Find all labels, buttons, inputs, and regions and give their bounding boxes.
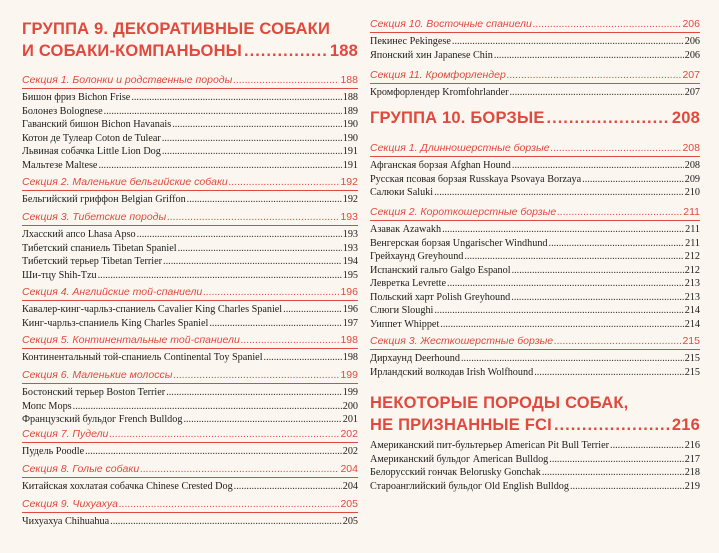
- entry-page: 216: [684, 440, 700, 451]
- section-page: 202: [340, 428, 358, 440]
- entry-page: 211: [685, 237, 700, 249]
- dot-leader: [264, 351, 342, 364]
- toc-entry: [22, 145, 358, 158]
- toc-entry: [370, 480, 700, 493]
- section-title: Секция 7. Пудели: [22, 428, 109, 440]
- entry-title: Пекинес Pekingese: [370, 36, 451, 47]
- section-page: 211: [683, 206, 700, 218]
- entry-page: 215: [684, 366, 700, 378]
- entry-title: Бельгийский гриффон Belgian Griffon: [22, 194, 186, 205]
- entry-title: Болонез Bolognese: [22, 105, 103, 117]
- entry-page: 213: [684, 291, 700, 303]
- dot-leader: [434, 304, 683, 317]
- section-page: 206: [682, 18, 700, 30]
- group-unrecognized-heading: [370, 392, 700, 436]
- section-heading: [370, 17, 700, 33]
- toc-entry: [370, 223, 700, 236]
- section-page: 188: [340, 74, 358, 86]
- entry-title: Левретка Levrette: [370, 278, 447, 289]
- toc-entry: [22, 445, 358, 458]
- entry-title: Азавак Azawakh: [370, 224, 442, 235]
- dot-leader: [494, 49, 684, 62]
- toc-entry: [22, 413, 358, 426]
- toc-entry: [370, 291, 700, 304]
- toc-entry: [22, 317, 358, 330]
- entry-title: Бишон фриз Bichon Frise: [22, 92, 131, 103]
- entry-page: 197: [342, 317, 358, 329]
- entry-title: Грейхаунд Greyhound: [370, 251, 464, 262]
- dot-leader: [542, 466, 684, 479]
- toc-entry: [370, 318, 700, 331]
- group-9-page: 188: [329, 42, 358, 60]
- entry-page: 188: [342, 92, 358, 103]
- section-title: Секция 11. Кромфорлендер: [370, 69, 506, 81]
- toc-entry: [22, 386, 358, 399]
- entry-page: 194: [342, 256, 358, 267]
- section-heading: [370, 141, 700, 157]
- dot-leader: [85, 445, 342, 458]
- dot-leader: [183, 413, 341, 426]
- entry-title: Чихуахуа Chihuahua: [22, 516, 110, 527]
- entry-title: Салюки Saluki: [370, 187, 434, 198]
- entry-page: 210: [684, 187, 700, 198]
- dot-leader: [73, 400, 342, 413]
- entry-title: Японский хин Japanese Chin: [370, 49, 493, 61]
- toc-entry: [370, 264, 700, 277]
- toc-entry: [370, 186, 700, 199]
- section-heading: [22, 175, 358, 191]
- dot-leader: [167, 210, 339, 224]
- entry-title: Слюги Sloughi: [370, 305, 434, 316]
- entry-title: Кромфорлендер Kromfohrlander: [370, 87, 509, 98]
- toc-entry: [370, 366, 700, 379]
- entry-title: Французский бульдог French Bulldog: [22, 414, 183, 425]
- dot-leader: [551, 141, 682, 155]
- entry-title: Кинг-чарльз-спаниель King Charles Spaniel: [22, 317, 209, 329]
- entry-page: 193: [342, 242, 358, 254]
- dot-leader: [98, 159, 341, 172]
- dot-leader: [173, 368, 339, 382]
- section-title: Секция 9. Чихуахуа: [22, 498, 119, 510]
- entry-title: Тибетский спаниель Tibetan Spaniel: [22, 242, 177, 254]
- dot-leader: [510, 86, 684, 99]
- toc-entry: [370, 237, 700, 250]
- toc-entry: [370, 159, 700, 172]
- dot-leader: [187, 193, 342, 206]
- dot-leader: [452, 35, 684, 48]
- section-heading: [22, 285, 358, 301]
- group-unrecognized-title-line2: НЕ ПРИЗНАННЫЕ FCI: [370, 416, 552, 434]
- toc-entry: [22, 255, 358, 268]
- group-9-title-line2-row: [22, 40, 358, 62]
- dot-leader: [229, 175, 340, 189]
- dot-leader: [440, 318, 683, 331]
- entry-title: Мальтезе Maltese: [22, 159, 98, 171]
- entry-page: 193: [342, 229, 358, 240]
- section-heading: [22, 333, 358, 349]
- entry-page: 209: [684, 173, 700, 185]
- entry-page: 192: [342, 194, 358, 205]
- dot-leader: [557, 205, 682, 219]
- entry-title: Тибетский терьер Tibetan Terrier: [22, 256, 163, 267]
- section-heading: [22, 427, 358, 443]
- entry-page: 217: [684, 453, 700, 465]
- section-page: 199: [340, 369, 358, 381]
- entry-title: Уиппет Whippet: [370, 318, 440, 330]
- section-title: Секция 8. Голые собаки: [22, 463, 140, 475]
- entry-page: 208: [684, 160, 700, 171]
- entry-page: 212: [684, 251, 700, 262]
- entry-title: Американский бульдог American Bulldog: [370, 453, 549, 465]
- dot-leader: [512, 159, 684, 172]
- section-page: 204: [340, 463, 358, 475]
- dot-leader: [554, 334, 681, 348]
- dot-leader: [464, 250, 683, 263]
- dot-leader: [241, 333, 340, 347]
- dot-leader: [507, 68, 682, 82]
- dot-leader: [610, 439, 684, 452]
- toc-entry: [370, 173, 700, 186]
- entry-title: Котон де Тулеар Coton de Tulear: [22, 132, 161, 144]
- entry-page: 215: [684, 353, 700, 364]
- toc-entry: [370, 304, 700, 317]
- entry-page: 207: [684, 87, 700, 98]
- section-title: Секция 3. Тибетские породы: [22, 211, 167, 223]
- section-page: 207: [682, 69, 700, 81]
- toc-entry: [370, 49, 700, 62]
- dot-leader: [119, 497, 339, 511]
- section-heading: [22, 368, 358, 384]
- dot-leader: [178, 242, 342, 255]
- entry-title: Русская псовая борзая Russkaya Psovaya Borzaya: [370, 173, 582, 185]
- toc-entry: [22, 91, 358, 104]
- dot-leader: [554, 414, 670, 436]
- dot-leader: [209, 317, 341, 330]
- section-title: Секция 4. Английские той-спаниели: [22, 286, 203, 298]
- dot-leader: [549, 453, 683, 466]
- toc-entry: [22, 400, 358, 413]
- entry-title: Ши-тцу Shih-Tzu: [22, 269, 97, 281]
- toc-entry: [370, 466, 700, 479]
- toc-entry: [370, 35, 700, 48]
- dot-leader: [162, 132, 342, 145]
- section-heading: [370, 334, 700, 350]
- entry-title: Гаванский бишон Bichon Havanais: [22, 119, 172, 130]
- entry-title: Афганская борзая Afghan Hound: [370, 160, 511, 171]
- entry-page: 201: [342, 414, 358, 425]
- section-heading: [22, 210, 358, 226]
- entry-title: Белорусский гончак Belorusky Gonchak: [370, 467, 541, 478]
- toc-entry: [22, 269, 358, 282]
- toc-entry: [22, 132, 358, 145]
- section-title: Секция 3. Жесткошерстные борзые: [370, 335, 554, 347]
- section-title: Секция 5. Континентальные той-спаниели: [22, 334, 240, 346]
- section-title: Секция 6. Маленькие молоссы: [22, 369, 173, 381]
- entry-title: Дирхаунд Deerhound: [370, 353, 460, 364]
- group-10-heading: [370, 107, 700, 129]
- section-page: 196: [340, 286, 358, 298]
- entry-page: 199: [342, 387, 358, 398]
- entry-page: 198: [342, 352, 358, 363]
- toc-entry: [22, 303, 358, 316]
- dot-leader: [203, 285, 339, 299]
- entry-page: 204: [342, 481, 358, 492]
- dot-leader: [447, 277, 684, 290]
- section-title: Секция 1. Болонки и родственные породы: [22, 74, 233, 86]
- dot-leader: [162, 145, 342, 158]
- entry-page: 205: [342, 516, 358, 527]
- dot-leader: [233, 73, 339, 87]
- dot-leader: [512, 264, 684, 277]
- dot-leader: [172, 118, 342, 131]
- entry-page: 212: [684, 264, 700, 276]
- entry-title: Американский пит-бультерьер American Pit Bull Terrier: [370, 440, 610, 451]
- entry-page: 190: [342, 119, 358, 130]
- entry-title: Староанглийский бульдог Old English Bulldog: [370, 480, 569, 492]
- section-heading: [370, 68, 700, 84]
- group-9-title-line1: ГРУППА 9. ДЕКОРАТИВНЫЕ СОБАКИ: [22, 20, 331, 38]
- entry-title: Испанский гальго Galgo Espanol: [370, 264, 511, 276]
- entry-title: Пудель Poodle: [22, 446, 85, 457]
- dot-leader: [137, 228, 342, 241]
- toc-entry: [22, 480, 358, 493]
- dot-leader: [109, 427, 339, 441]
- group-9-heading: [22, 18, 358, 62]
- section-page: 215: [682, 335, 700, 347]
- dot-leader: [166, 386, 342, 399]
- entry-page: 214: [684, 305, 700, 316]
- section-page: 198: [340, 334, 358, 346]
- entry-page: 195: [342, 269, 358, 281]
- entry-page: 196: [342, 304, 358, 315]
- entry-title: Бостонский терьер Boston Terrier: [22, 387, 166, 398]
- dot-leader: [110, 515, 342, 528]
- section-title: Секция 2. Короткошерстные борзые: [370, 206, 557, 218]
- group-unrecognized-title-line2-row: [370, 414, 700, 436]
- entry-page: 211: [685, 224, 700, 235]
- group-unrecognized-page: 216: [671, 416, 700, 434]
- entry-page: 206: [684, 49, 700, 61]
- dot-leader: [547, 107, 670, 129]
- entry-page: 214: [684, 318, 700, 330]
- entry-page: 206: [684, 36, 700, 47]
- section-page: 205: [340, 498, 358, 510]
- toc-entry: [22, 118, 358, 131]
- dot-leader: [283, 303, 342, 316]
- section-title: Секция 2. Маленькие бельгийские собаки: [22, 176, 228, 188]
- entry-page: 200: [342, 400, 358, 412]
- section-page: 192: [340, 176, 358, 188]
- toc-entry: [22, 228, 358, 241]
- section-title: Секция 1. Длинношерстные борзые: [370, 142, 550, 154]
- section-heading: [370, 205, 700, 221]
- toc-entry: [370, 352, 700, 365]
- section-heading: [22, 462, 358, 478]
- entry-title: Кавалер-кинг-чарльз-спаниель Cavalier King Charles Spaniel: [22, 304, 283, 315]
- dot-leader: [442, 223, 684, 236]
- section-heading: [22, 73, 358, 89]
- section-title: Секция 10. Восточные спаниели: [370, 18, 532, 30]
- entry-page: 189: [342, 105, 358, 117]
- toc-entry: [370, 439, 700, 452]
- toc-entry: [22, 242, 358, 255]
- dot-leader: [582, 173, 684, 186]
- group-10-page: 208: [671, 109, 700, 127]
- section-page: 193: [340, 211, 358, 223]
- dot-leader: [461, 352, 684, 365]
- entry-page: 190: [342, 132, 358, 144]
- dot-leader: [140, 462, 339, 476]
- toc-entry: [22, 159, 358, 172]
- entry-page: 218: [684, 467, 700, 478]
- entry-title: Венгерская борзая Ungarischer Windhund: [370, 237, 548, 249]
- dot-leader: [570, 480, 684, 493]
- section-page: 208: [682, 142, 700, 154]
- entry-page: 191: [342, 146, 358, 157]
- dot-leader: [163, 255, 342, 268]
- toc-entry: [22, 193, 358, 206]
- dot-leader: [511, 291, 683, 304]
- dot-leader: [434, 186, 684, 199]
- toc-entry: [370, 277, 700, 290]
- entry-title: Львиная собачка Little Lion Dog: [22, 146, 161, 157]
- group-10-title-row: [370, 107, 700, 129]
- group-9-title-line2: И СОБАКИ-КОМПАНЬОНЫ: [22, 42, 243, 60]
- dot-leader: [549, 237, 685, 250]
- entry-title: Мопс Mops: [22, 400, 72, 412]
- toc-entry: [22, 351, 358, 364]
- entry-title: Лхасский апсо Lhasa Apso: [22, 229, 136, 240]
- dot-leader: [534, 366, 684, 379]
- group-10-title: ГРУППА 10. БОРЗЫЕ: [370, 109, 545, 127]
- section-heading: [22, 497, 358, 513]
- toc-entry: [22, 515, 358, 528]
- toc-entry: [370, 453, 700, 466]
- toc-entry: [22, 105, 358, 118]
- entry-title: Континентальный той-спаниель Continental Toy Spaniel: [22, 352, 263, 363]
- dot-leader: [98, 269, 342, 282]
- dot-leader: [244, 40, 328, 62]
- entry-title: Китайская хохлатая собачка Chinese Crested Dog: [22, 481, 233, 492]
- entry-page: 219: [684, 480, 700, 492]
- dot-leader: [131, 91, 341, 104]
- group-unrecognized-title-line1: НЕКОТОРЫЕ ПОРОДЫ СОБАК,: [370, 394, 629, 412]
- entry-page: 191: [342, 159, 358, 171]
- toc-entry: [370, 86, 700, 99]
- dot-leader: [533, 17, 682, 31]
- toc-entry: [370, 250, 700, 263]
- dot-leader: [104, 105, 342, 118]
- entry-page: 213: [684, 278, 700, 289]
- entry-page: 202: [342, 446, 358, 457]
- dot-leader: [234, 480, 342, 493]
- entry-title: Польский харт Polish Greyhound: [370, 291, 511, 303]
- entry-title: Ирландский волкодав Irish Wolfhound: [370, 366, 534, 378]
